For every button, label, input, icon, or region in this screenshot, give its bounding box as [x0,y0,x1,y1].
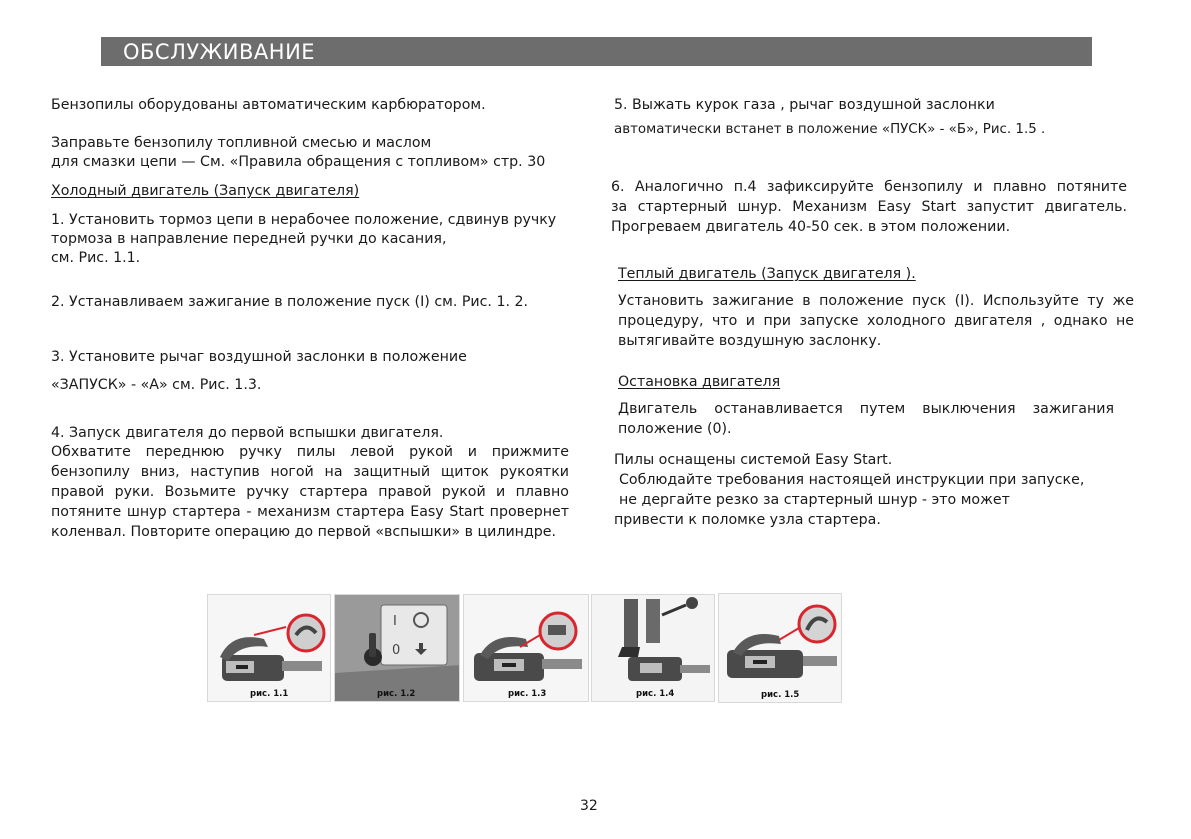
step4-line5: коленвал. Повторите операцию до первой «вспышки» в цилиндре. [51,524,556,540]
fuel-text-line1: Заправьте бензопилу топливной смесью и маслом [51,135,432,151]
stop-line2: положение (0). [618,421,732,437]
warm-line1: Установить зажигание в положение пуск (I). Используйте ту же [618,293,1134,309]
easy-start-line3: не дергайте резко за стартерный шнур - это может [619,492,1010,508]
step1-line1: 1. Установить тормоз цепи в нерабочее положение, сдвинув ручку [51,212,557,228]
section-title: ОБСЛУЖИВАНИЕ [123,40,316,64]
step4-line2: бензопилу вниз, наступив ногой на защитный щиток рукоятки [51,464,569,480]
step5-line1: 5. Выжать курок газа , рычаг воздушной заслонки [614,97,995,113]
figure-1-2 [334,594,460,702]
step1-line2: тормоза в направление передней ручки до касания, [51,231,447,247]
easy-start-line4: привести к поломке узла стартера. [614,512,881,528]
page-number: 32 [580,798,598,814]
ignition-on-label: I [393,614,397,629]
step2-text: 2. Устанавливаем зажигание в положение пуск (I) см. Рис. 1. 2. [51,294,529,310]
easy-start-line1: Пилы оснащены системой Easy Start. [614,452,893,468]
step5-line2: автоматически встанет в положение «ПУСК» - «Б», Рис. 1.5 . [614,122,1046,137]
warm-engine-heading: Теплый двигатель (Запуск двигателя ). [618,266,916,282]
warm-line2: процедуру, что и при запуске холодного двигателя , однако не [618,313,1134,329]
step4-line4: потяните шнур стартера - механизм стартера Easy Start провернет [51,504,569,520]
section-header-bar [101,37,1092,66]
ignition-switch-illustration [335,595,460,702]
figure-1-4 [591,594,715,702]
easy-start-line2: Соблюдайте требования настоящей инструкции при запуске, [619,472,1085,488]
step1-line3: см. Рис. 1.1. [51,250,141,266]
intro-text: Бензопилы оборудованы автоматическим карбюратором. [51,97,486,113]
step3-line2: «ЗАПУСК» - «А» см. Рис. 1.3. [51,377,262,393]
step4-line1: Обхватите переднюю ручку пилы левой рукой и прижмите [51,444,569,460]
figure-1-3 [463,594,589,702]
step6-line3: Прогреваем двигатель 40-50 сек. в этом положении. [611,219,1011,235]
throttle-trigger-illustration [719,594,842,703]
step6-line2: за стартерный шнур. Механизм Easy Start запустит двигатель. [611,199,1127,215]
choke-lever-illustration [464,595,589,702]
ignition-off-label: 0 [392,643,401,658]
stop-line1: Двигатель останавливается путем выключения зажигания [618,401,1114,417]
step3-line1: 3. Установите рычаг воздушной заслонки в положение [51,349,467,365]
figure-1-1 [207,594,331,702]
warm-line3: вытягивайте воздушную заслонку. [618,333,882,349]
cold-engine-heading: Холодный двигатель (Запуск двигателя) [51,183,360,199]
step4-title: 4. Запуск двигателя до первой вспышки двигателя. [51,425,444,441]
figure-caption: рис. 1.1 [250,689,289,699]
step4-line3: правой руки. Возьмите ручку стартера правой рукой и плавно [51,484,569,500]
figure-caption: рис. 1.2 [377,689,416,699]
step6-line1: 6. Аналогично п.4 зафиксируйте бензопилу и плавно потяните [611,179,1127,195]
figure-caption: рис. 1.5 [761,690,800,700]
fuel-text-line2: для смазки цепи — См. «Правила обращения с топливом» стр. 30 [51,154,546,170]
figure-caption: рис. 1.4 [636,689,675,699]
figure-caption: рис. 1.3 [508,689,547,699]
stop-engine-heading: Остановка двигателя [618,374,781,390]
starting-position-illustration [592,595,715,702]
figure-1-5 [718,593,842,703]
chainsaw-brake-illustration [208,595,331,702]
